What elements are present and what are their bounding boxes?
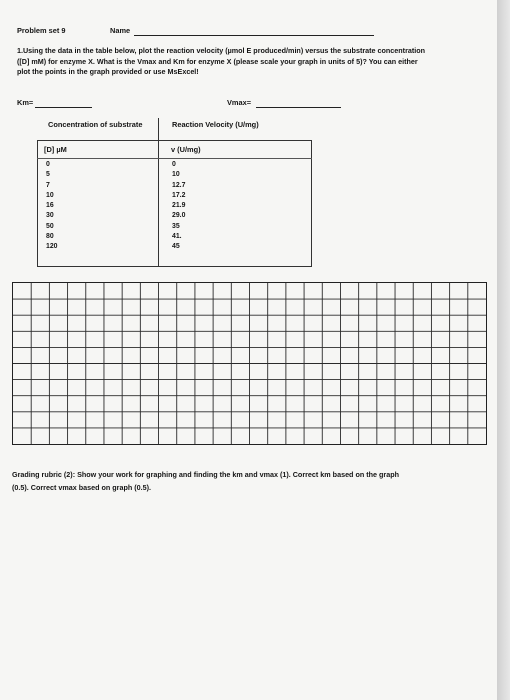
table-cell-velocity: 10 [172,171,180,179]
table-col1-header: Concentration of substrate [48,120,143,129]
vmax-label: Vmax= [227,98,252,107]
table-cell-velocity: 45 [172,243,180,251]
question-line: 1.Using the data in the table below, plot the reaction velocity (µmol E produced/min) versus the substrate concentration [17,46,426,55]
table-cell-velocity: 12.7 [172,181,186,189]
table-cell-conc: 50 [46,222,54,230]
table-cell-conc: 120 [46,243,58,251]
km-answer-line [35,107,92,108]
name-label: Name [110,26,131,35]
table-cell-conc: 80 [46,233,54,241]
rubric-line: (0.5). Correct vmax based on graph (0.5). [12,483,151,492]
velocity-column [172,160,185,253]
graph-grid[interactable] [12,282,487,445]
table-cell-conc: 16 [46,202,54,210]
table-cell-conc: 0 [46,161,50,168]
rubric-line: Grading rubric (2): Show your work for graphing and finding the km and vmax (1). Correct km based on the graph [12,470,399,479]
grading-rubric [12,468,482,494]
table-cell-velocity: 35 [172,222,180,230]
problem-set-title: Problem set 9 [17,26,66,35]
table-col1-unit: [D] µM [44,145,67,154]
question-line: ([D] mM) for enzyme X. What is the Vmax and Km for enzyme X (please scale your graph in units of 5)? You can either [17,56,418,66]
page-edge [497,0,510,700]
table-cell-velocity: 0 [172,161,176,168]
graph-grid-lines [13,283,486,444]
km-label: Km= [17,98,34,107]
table-cell-velocity: 41. [172,233,182,241]
question-text [17,46,482,78]
table-cell-velocity: 21.9 [172,202,186,210]
table-cell-velocity: 29.0 [172,212,186,220]
table-cell-conc: 10 [46,191,54,199]
table-header-divider [37,158,312,159]
table-col2-header: Reaction Velocity (U/mg) [172,120,259,129]
name-line [134,35,374,36]
question-line: plot the points in the graph provided or use MsExcel! [17,67,199,76]
table-cell-velocity: 17.2 [172,191,186,199]
table-column-divider [158,118,159,267]
table-cell-conc: 30 [46,212,54,220]
table-col2-unit: v (U/mg) [171,145,201,154]
table-cell-conc: 5 [46,171,50,179]
table-cell-conc: 7 [46,181,50,189]
vmax-answer-line [256,107,341,108]
concentration-column [46,160,58,253]
